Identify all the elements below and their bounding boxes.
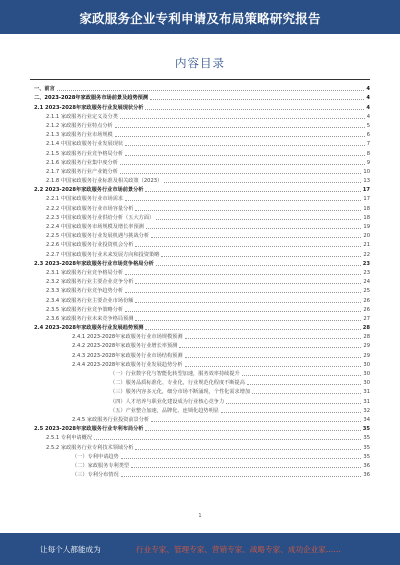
- toc-leader-dots: [135, 283, 361, 284]
- toc-leader-dots: [185, 357, 362, 358]
- toc-leader-dots: [94, 439, 361, 440]
- toc-leader-dots: [226, 403, 361, 404]
- toc-entry-page: 8: [366, 150, 370, 157]
- toc-entry-text: 2.4.3 2023-2028年家政服务行业市场结构预测: [72, 352, 183, 359]
- toc-leader-dots: [125, 145, 365, 146]
- toc-entry-page: 4: [366, 95, 370, 102]
- toc-leader-dots: [145, 430, 360, 431]
- toc-entry[interactable]: [30, 313, 370, 322]
- toc-divider: [30, 79, 370, 80]
- toc-entry[interactable]: [30, 432, 370, 441]
- toc-entry-page: 18: [363, 205, 370, 212]
- toc-entry-text: （三）专利分布情况: [72, 472, 119, 479]
- toc-entry[interactable]: [30, 230, 370, 239]
- toc-leader-dots: [135, 449, 361, 450]
- toc-leader-dots: [164, 182, 361, 183]
- toc-entry-page: 26: [363, 297, 370, 304]
- toc-entry-text: （五）产业整合加速，品牌化、连锁化趋势明显: [110, 407, 219, 414]
- toc-entry-page: 36: [363, 462, 370, 469]
- toc-entry-text: 2.4.5 家政服务行业投资前景分析: [72, 416, 150, 423]
- toc-leader-dots: [185, 366, 362, 367]
- toc-entry[interactable]: [30, 331, 370, 340]
- toc-entry-page: 19: [363, 224, 370, 230]
- toc-leader-dots: [125, 274, 361, 275]
- toc-leader-dots: [120, 173, 361, 174]
- toc-entry-page: 28: [362, 325, 370, 332]
- toc-entry-page: 23: [363, 269, 370, 276]
- toc-leader-dots: [247, 384, 362, 385]
- toc-leader-dots: [156, 265, 361, 266]
- toc-entry-text: 2.2.1 中国家政服务行业市场需求: [46, 196, 124, 203]
- toc-entry-page: 9: [366, 159, 370, 166]
- toc-entry[interactable]: [30, 285, 370, 294]
- toc-entry-text: 2.2.6 中国家政服务行业投资机会分析: [46, 242, 134, 249]
- toc-entry-page: 30: [363, 361, 370, 368]
- toc-entry-page: 22: [363, 251, 370, 258]
- toc-entry[interactable]: [30, 276, 370, 285]
- toc-entry[interactable]: [30, 239, 370, 248]
- toc-leader-dots: [120, 164, 365, 165]
- toc-entry-text: 2.1.4 中国家政服务行业发展现状: [46, 141, 124, 148]
- toc-entry-text: （一）行业数字化与智能化转型加速，服务效率持续提升: [110, 371, 240, 377]
- toc-entry-page: 13: [363, 178, 370, 185]
- toc-leader-dots: [185, 338, 362, 339]
- footer-bar: [0, 533, 400, 565]
- toc-entry-page: 31: [363, 389, 370, 396]
- toc-leader-dots: [131, 467, 361, 468]
- toc-leader-dots: [150, 99, 364, 100]
- toc-entry[interactable]: [30, 386, 370, 395]
- toc-entry-page: 18: [363, 214, 370, 221]
- toc-entry-page: 26: [363, 306, 370, 313]
- toc-entry-page: 35: [363, 444, 370, 451]
- toc-entry[interactable]: [30, 258, 370, 267]
- toc-entry-page: 4: [366, 86, 370, 93]
- toc-entry[interactable]: [30, 441, 370, 450]
- toc-entry-page: 35: [363, 453, 370, 460]
- toc-entry-page: 6: [366, 132, 370, 139]
- toc-entry[interactable]: [30, 111, 370, 120]
- toc-entry-text: （二）家政服务专利类型: [72, 462, 130, 469]
- toc-entry-page: 24: [363, 279, 370, 286]
- toc-leader-dots: [146, 228, 362, 229]
- toc-leader-dots: [121, 476, 362, 477]
- footer-slogan: 让每个人都能成为: [40, 545, 101, 554]
- toc-leader-dots: [135, 320, 361, 321]
- toc-leader-dots: [125, 292, 361, 293]
- toc-entry-page: 7: [366, 141, 370, 148]
- toc-entry-page: 36: [363, 472, 370, 479]
- toc-leader-dots: [115, 127, 365, 128]
- toc-entry[interactable]: [30, 322, 370, 331]
- toc-leader-dots: [135, 302, 361, 303]
- toc-entry-text: 2.4 2023-2028年家政服务行业发展趋势预测: [34, 325, 144, 332]
- toc-entry-text: 2.4.2 2023-2028年家政服务行业增长率预测: [72, 343, 178, 350]
- toc-entry-page: 30: [363, 380, 370, 387]
- toc-leader-dots: [125, 311, 361, 312]
- toc-entry-text: 2.1.6 家政服务行业集中度分析: [46, 159, 118, 166]
- toc-entry-text: 2.3.6 家政服务行业未来竞争格局预测: [46, 315, 134, 322]
- toc-leader-dots: [145, 109, 364, 110]
- toc-entry-page: 32: [363, 407, 370, 414]
- toc-entry[interactable]: [30, 202, 370, 211]
- toc-entry-text: 2.2.2 中国家政服务行业市场容量分析: [46, 205, 134, 212]
- toc-entry-text: （四）人才培养与职业化建设成为行业核心竞争力: [110, 398, 225, 405]
- toc-entry-text: 2.3.1 家政服务行业竞争格局分析: [46, 269, 124, 276]
- toc-entry[interactable]: [30, 368, 370, 377]
- toc-entry-text: 2.3.2 家政服务行业主要企业竞争分析: [46, 279, 134, 286]
- toc-entry[interactable]: [30, 138, 370, 147]
- report-title: 家政服务企业专利申请及布局策略研究报告: [79, 11, 321, 26]
- toc-leader-dots: [242, 375, 362, 376]
- toc-entry[interactable]: [30, 304, 370, 313]
- toc-entry[interactable]: [30, 267, 370, 276]
- toc-entry-text: （三）服务内容多元化，细分市场不断涌现，个性化需求增加: [110, 389, 251, 396]
- toc-entry-page: 23: [362, 260, 370, 267]
- toc-entry-text: 2.2 2023-2028年家政服务行业市场前景分析: [34, 187, 144, 194]
- toc-entry-page: 17: [362, 187, 370, 194]
- toc-entry[interactable]: [30, 248, 370, 257]
- toc-entry[interactable]: [30, 423, 370, 432]
- toc-entry[interactable]: [30, 340, 370, 349]
- toc-entry-text: 2.1 2023-2028年家政服务行业发展现状分析: [34, 104, 144, 111]
- toc-leader-dots: [125, 155, 365, 156]
- toc-entry-text: 二、2023-2028年家政服务市场前景及趋势预测: [34, 95, 149, 102]
- toc-entry[interactable]: [30, 101, 370, 110]
- toc-entry-page: 27: [363, 315, 370, 322]
- toc-entry-page: 4: [366, 104, 370, 111]
- toc-entry-text: 2.1.3 家政服务行业市场规模: [46, 132, 113, 139]
- toc-entry[interactable]: [30, 469, 370, 478]
- toc-entry-text: 一、前言: [34, 86, 55, 93]
- toc-entry-page: 29: [363, 343, 370, 350]
- toc-leader-dots: [252, 393, 361, 394]
- toc-leader-dots: [125, 200, 361, 201]
- toc-entry-text: 2.1.8 中国家政服务行业标准及相关政策（2023）: [46, 178, 163, 185]
- toc-entry-page: 34: [363, 416, 370, 423]
- toc-entry[interactable]: [30, 460, 370, 469]
- toc-entry[interactable]: [30, 395, 370, 404]
- toc-entry[interactable]: [30, 120, 370, 129]
- toc-leader-dots: [221, 412, 361, 413]
- toc-entry[interactable]: [30, 147, 370, 156]
- toc-leader-dots: [57, 90, 365, 91]
- page-number: 1: [198, 513, 202, 519]
- toc-entry-text: 2.3.4 家政服务行业主要企业市场份额: [46, 297, 134, 304]
- toc-leader-dots: [135, 246, 361, 247]
- toc-entry-page: 20: [363, 233, 370, 240]
- toc-leader-dots: [135, 210, 361, 211]
- toc-entry[interactable]: [30, 175, 370, 184]
- toc-entry-text: 2.4.1 2023-2028年家政服务行业市场规模预测: [72, 334, 183, 341]
- toc-title: 内容目录: [175, 56, 225, 70]
- toc-entry-text: （二）服务品质标准化、专业化，行业规范化程度不断提高: [110, 380, 245, 387]
- toc-leader-dots: [179, 347, 361, 348]
- toc-leader-dots: [145, 329, 360, 330]
- toc-entry-text: 2.5 2023-2028年家政服务行业专利布局分析: [34, 426, 144, 433]
- toc-entry-page: 4: [366, 113, 370, 120]
- toc-entry[interactable]: [30, 221, 370, 230]
- toc-entry-page: 10: [363, 168, 370, 175]
- footer-tagline: 行业专家、管理专家、营销专家、战略专家、成功企业家……: [136, 545, 342, 554]
- toc-entry-text: 2.5.2 家政服务行业专利技术领域分析: [46, 444, 134, 451]
- toc-entry[interactable]: [30, 349, 370, 358]
- toc-entry-text: （一）专利申请趋势: [72, 453, 119, 460]
- toc-leader-dots: [120, 118, 365, 119]
- toc-entry-text: 2.5.1 专利申请概况: [46, 435, 92, 442]
- toc-leader-dots: [151, 421, 361, 422]
- toc-entry[interactable]: [30, 83, 370, 92]
- toc-entry-page: 29: [363, 352, 370, 359]
- toc-leader-dots: [151, 237, 361, 238]
- toc-leader-dots: [156, 219, 361, 220]
- toc-entry-text: 2.2.7 中国家政服务行业未来发展方向和投资策略: [46, 251, 160, 258]
- toc-entry-page: 25: [363, 288, 370, 295]
- toc-entry[interactable]: [30, 157, 370, 166]
- toc-entry[interactable]: [30, 166, 370, 175]
- toc-entry[interactable]: [30, 294, 370, 303]
- toc-entry[interactable]: [30, 129, 370, 138]
- toc-entry-page: 31: [363, 398, 370, 405]
- toc-entry-text: 2.3.3 家政服务行业竞争趋势分析: [46, 288, 124, 295]
- toc-entry-text: 2.3.5 家政服务行业竞争策略分析: [46, 306, 124, 313]
- toc-leader-dots: [121, 458, 362, 459]
- toc-entry-text: 2.2.5 中国家政服务行业发展机遇与挑战分析: [46, 233, 150, 240]
- toc-leader-dots: [145, 191, 360, 192]
- toc-entry-text: 2.3 2023-2028年家政服务行业市场竞争格局分析: [34, 260, 154, 267]
- toc-entry[interactable]: [30, 405, 370, 414]
- toc-entry-text: 2.2.3 中国家政服务行业供给分析（五大方面）: [46, 214, 155, 221]
- toc-entry[interactable]: [30, 377, 370, 386]
- toc-entry-text: 2.2.4 中国家政服务市场规模及增长率预测: [46, 224, 144, 230]
- toc-entry-page: 30: [363, 371, 370, 377]
- toc-entry[interactable]: [30, 184, 370, 193]
- header-bar: [0, 0, 400, 34]
- toc-entry-text: 2.1.7 家政服务行业产业链分析: [46, 168, 118, 175]
- toc-entry[interactable]: [30, 414, 370, 423]
- toc-entry[interactable]: [30, 193, 370, 202]
- table-of-contents: [30, 83, 370, 478]
- toc-entry-page: 35: [363, 435, 370, 442]
- toc-entry-text: 2.4.4 2023-2028年家政服务行业发展趋势分析: [72, 361, 183, 368]
- toc-entry[interactable]: [30, 212, 370, 221]
- toc-entry-page: 21: [363, 242, 370, 249]
- toc-entry-text: 2.1.2 家政服务行业特点分析: [46, 122, 113, 129]
- toc-entry[interactable]: [30, 451, 370, 460]
- toc-entry-page: 5: [366, 122, 370, 129]
- toc-entry-page: 28: [363, 334, 370, 341]
- toc-entry-page: 17: [363, 196, 370, 203]
- toc-entry[interactable]: [30, 92, 370, 101]
- toc-leader-dots: [115, 136, 365, 137]
- toc-entry[interactable]: [30, 359, 370, 368]
- toc-entry-text: 2.1.1 家政服务行业定义及分类: [46, 113, 118, 120]
- toc-entry-text: 2.1.5 家政服务行业竞争格局分析: [46, 150, 124, 157]
- toc-entry-page: 35: [362, 426, 370, 433]
- toc-leader-dots: [161, 256, 361, 257]
